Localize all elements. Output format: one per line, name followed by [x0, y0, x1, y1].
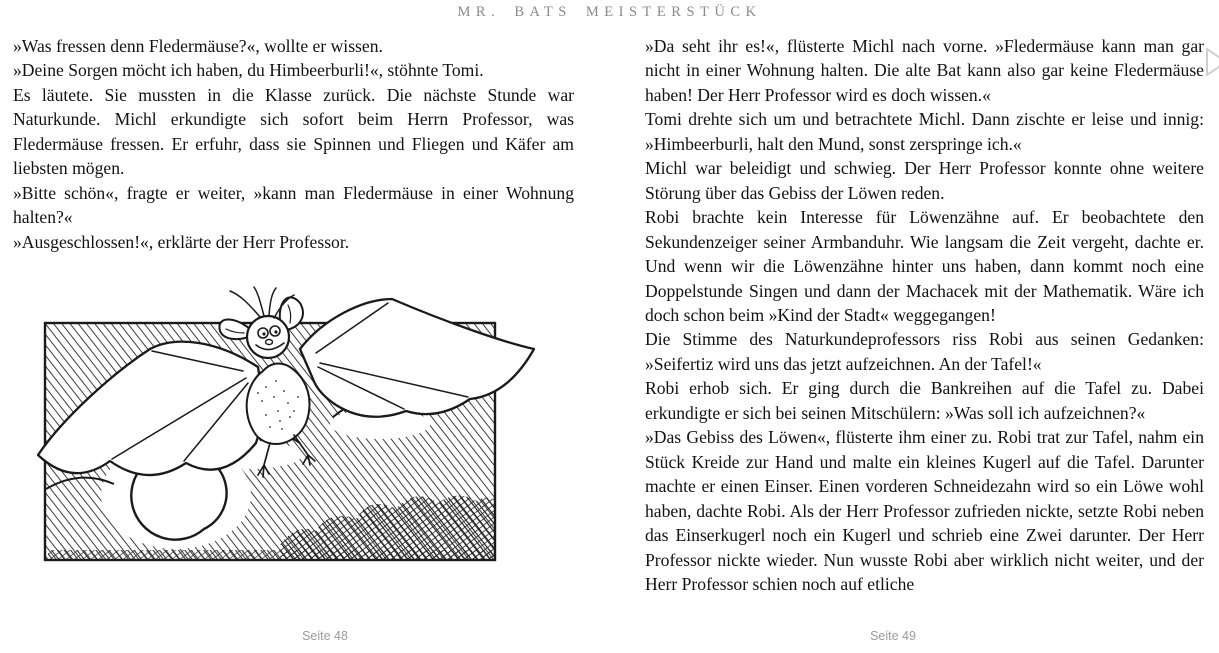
paragraph: Tomi drehte sich um und betrachtete Michl. Dann zischte er leise und innig: »Himbeerburli, halt den Mund, sonst zerspringe ich.«: [645, 109, 1204, 154]
paragraph: »Ausgeschlossen!«, erklärte der Herr Professor.: [13, 231, 350, 252]
paragraph: »Bitte schön«, fragte er weiter, »kann man Fledermäuse in einer Wohnung halten?«: [13, 182, 574, 228]
page-right-text: [645, 34, 1204, 596]
paragraph: Michl war beleidigt und schwieg. Der Herr Professor konnte ohne weitere Störung über das Gebiss der Löwen reden.: [645, 158, 1204, 203]
bat-illustration: [18, 283, 540, 583]
paragraph: Robi brachte kein Interesse für Löwenzähne auf. Er beobachtete den Sekundenzeiger seiner Armbanduhr. Wie langsam die Zeit vergeht, dachte er. Und wenn wir die Löwenzähne hinter uns haben, dann kommt noch eine Doppelstunde Singen und dann der Machacek mit der Mathematik. Wäre ich doch schon beim »Kind der Stadt« weggegangen!: [645, 207, 1204, 325]
page-number-left: Seite 48: [302, 629, 348, 643]
paragraph: »Deine Sorgen möcht ich haben, du Himbeerburli!«, stöhnte Tomi.: [13, 60, 484, 81]
paragraph: Robi erhob sich. Er ging durch die Bankreihen auf die Tafel zu. Dabei erkundigte er sich bei seinen Mitschülern: »Was soll ich aufzeichnen?«: [645, 378, 1204, 423]
paragraph: »Das Gebiss des Löwen«, flüsterte ihm einer zu. Robi trat zur Tafel, nahm ein Stück Kreide zur Hand und malte ein kleines Kugerl auf die Tafel. Darunter machte er einen Einser. Einen vorderen Schneidezahn wird so ein Löwe wohl haben, dachte Robi. Als der Herr Professor zufrieden nickte, setzte Robi neben das Einserkugerl noch ein Kugerl und schrieb eine Zwei darunter. Der Herr Professor nickte wieder. Nun wusste Robi aber wirklich nicht weiter, und der Herr Professor schien noch auf etliche: [645, 427, 1204, 594]
chevron-right-icon: [1204, 46, 1219, 78]
running-book-title: MR. BATS MEISTERSTÜCK: [457, 4, 762, 20]
page-number-right: Seite 49: [870, 629, 916, 643]
paragraph: »Was fressen denn Fledermäuse?«, wollte er wissen.: [13, 36, 383, 56]
paragraph: Es läutete. Sie mussten in die Klasse zurück. Die nächste Stunde war Naturkunde. Michl erkundigte sich sofort beim Herrn Professor, was Fledermäuse fressen. Er erfuhr, dass sie Spinnen und Fliegen und Käfer am liebsten mögen.: [13, 84, 574, 179]
page-left-text: [13, 34, 574, 254]
next-page-button[interactable]: [1204, 46, 1219, 78]
paragraph: »Da seht ihr es!«, flüsterte Michl nach vorne. »Fledermäuse kann man gar nicht in einer Wohnung halten. Die alte Bat kann also gar keine Fledermäuse haben! Der Herr Professor wird es doch wissen.«: [645, 36, 1204, 105]
paragraph: Die Stimme des Naturkundeprofessors riss Robi aus seinen Gedanken: »Seifertiz wird uns das jetzt aufzeichnen. An der Tafel!«: [645, 329, 1204, 374]
